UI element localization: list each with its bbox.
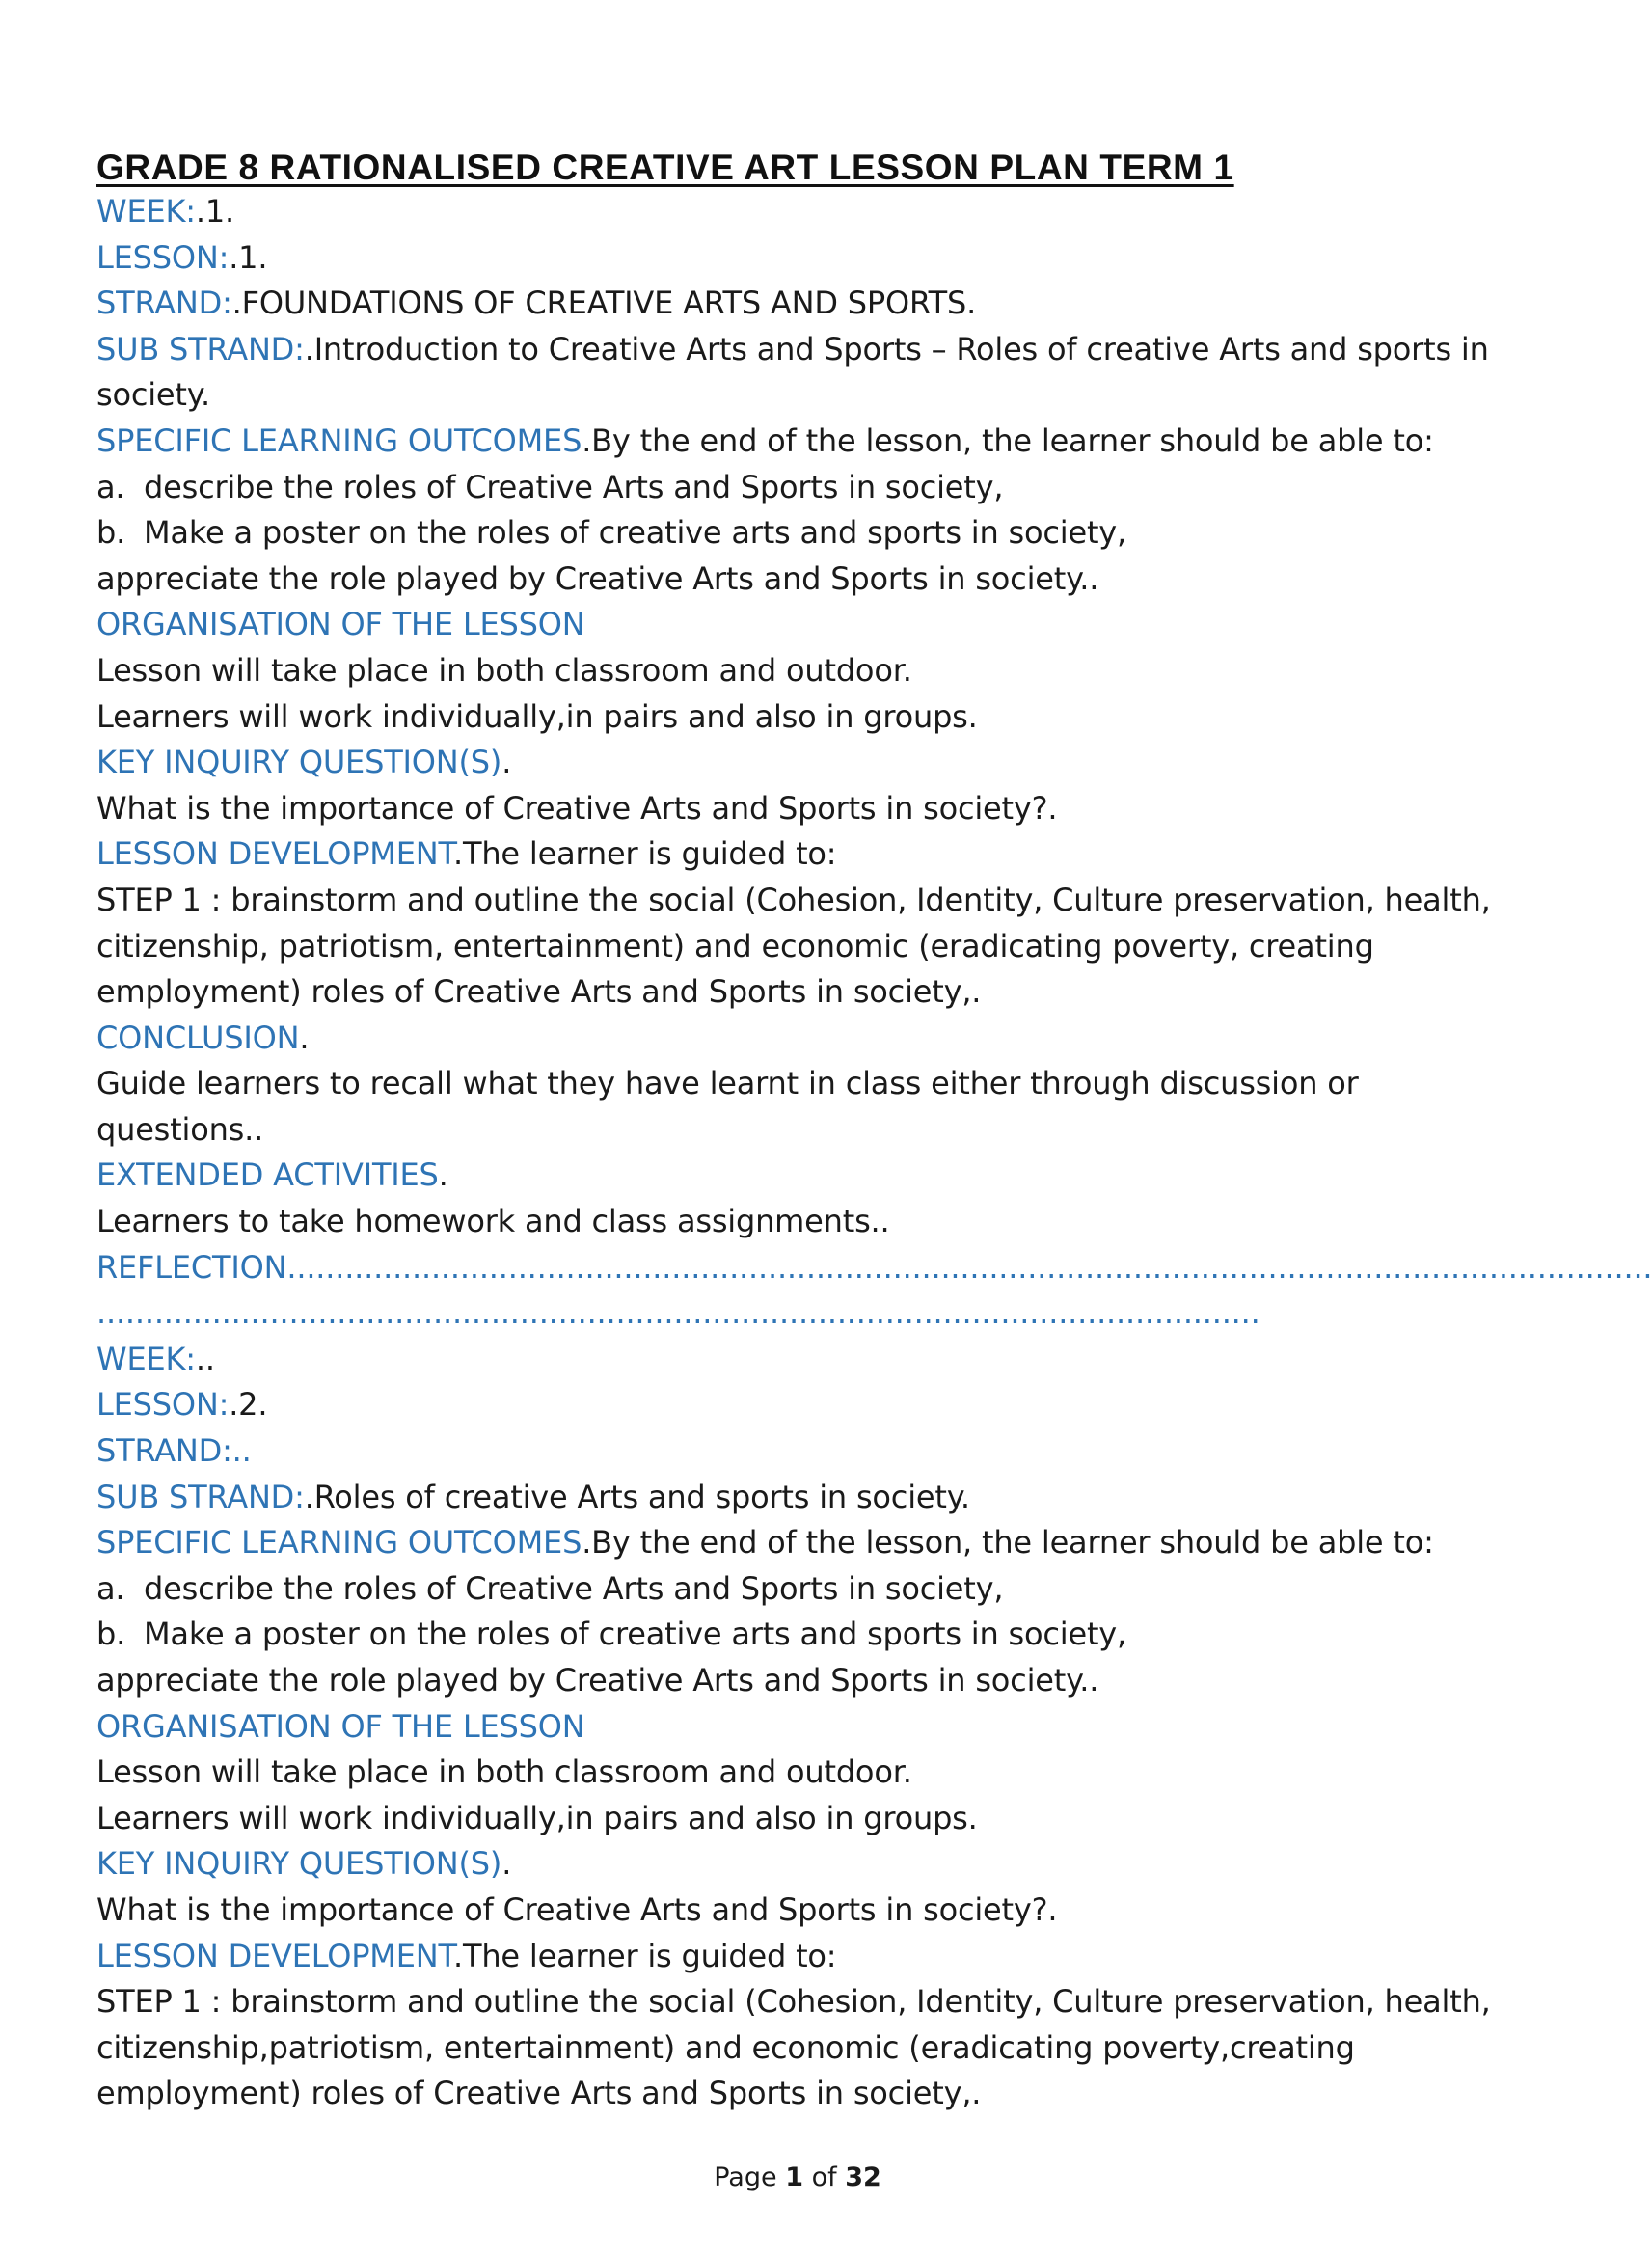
lesson-value: .1. (229, 238, 268, 276)
week-label: WEEK: (96, 193, 196, 230)
kiq-dot: . (501, 744, 512, 781)
development-label: LESSON DEVELOPMENT (96, 1937, 454, 1974)
slo-label: SPECIFIC LEARNING OUTCOMES (96, 1524, 582, 1562)
lesson-line (96, 1382, 1504, 1428)
organisation-text: Lesson will take place in both classroom and outdoor. (96, 651, 912, 689)
list-marker: a. (96, 1569, 125, 1607)
list-item (96, 465, 1504, 511)
sub-strand-label: SUB STRAND: (96, 330, 305, 367)
reflection-dots: .............................................................................................................................................. (286, 1248, 1652, 1286)
conclusion-text: Guide learners to recall what they have learnt in class either through discussion or (96, 1065, 1359, 1102)
page-number-total: 32 (845, 2162, 881, 2192)
step-text: citizenship,patriotism, entertainment) and economic (eradicating poverty,creating (96, 2028, 1355, 2066)
reflection-label: REFLECTION (96, 1248, 287, 1286)
document-body (96, 143, 1652, 2117)
extended-line (96, 1153, 1504, 1199)
organisation-label: ORGANISATION OF THE LESSON (96, 606, 585, 643)
extended-label: EXTENDED ACTIVITIES (96, 1156, 439, 1194)
page-number-current: 1 (785, 2162, 803, 2192)
conclusion-dot: . (299, 1019, 310, 1056)
list-marker: b. (96, 1616, 126, 1653)
lesson-block-2 (96, 1337, 1504, 2117)
step-text: STEP 1 : brainstorm and outline the social (Cohesion, Identity, Culture preservation, health, (96, 1983, 1491, 2021)
list-item (96, 1566, 1504, 1613)
reflection-line (96, 1245, 1652, 1291)
sub-strand-value: .Roles of creative Arts and sports in society. (304, 1478, 970, 1515)
lesson-block-1 (96, 189, 1652, 1337)
lesson-label: LESSON: (96, 1386, 230, 1424)
conclusion-label: CONCLUSION (96, 1019, 300, 1056)
week-value: .1. (195, 193, 234, 230)
development-line (96, 1934, 1504, 1980)
lesson-label: LESSON: (96, 238, 230, 276)
slo-line (96, 419, 1504, 465)
page-number-middle: of (802, 2162, 846, 2192)
sub-strand-line (96, 1475, 1504, 1521)
kiq-line (96, 740, 1504, 786)
strand-value: .. (231, 1432, 252, 1470)
development-label: LESSON DEVELOPMENT (96, 835, 454, 873)
step-text: STEP 1 : brainstorm and outline the social (Cohesion, Identity, Culture preservation, health, (96, 881, 1491, 918)
strand-label: STRAND: (96, 285, 232, 322)
sub-strand-continued: society. (96, 376, 210, 414)
sub-strand-label: SUB STRAND: (96, 1478, 305, 1515)
slo-extra: appreciate the role played by Creative Arts and Sports in society.. (96, 559, 1099, 597)
step-text: employment) roles of Creative Arts and Sports in society,. (96, 2075, 982, 2112)
conclusion-text: questions.. (96, 1110, 264, 1148)
list-marker: b. (96, 514, 126, 552)
strand-line (96, 1428, 1504, 1475)
kiq-line (96, 1841, 1504, 1888)
slo-line (96, 1520, 1504, 1566)
development-line (96, 831, 1504, 878)
slo-extra: appreciate the role played by Creative Arts and Sports in society.. (96, 1662, 1099, 1699)
list-item-text: Make a poster on the roles of creative arts and sports in society, (144, 1616, 1127, 1653)
kiq-text: What is the importance of Creative Arts and Sports in society?. (96, 789, 1058, 827)
slo-value: .By the end of the lesson, the learner should be able to: (582, 1524, 1434, 1562)
development-value: .The learner is guided to: (453, 835, 837, 873)
list-item-text: describe the roles of Creative Arts and Sports in society, (144, 1569, 1004, 1607)
lesson-value: .2. (229, 1386, 268, 1424)
development-value: .The learner is guided to: (453, 1937, 837, 1974)
week-label: WEEK: (96, 1340, 196, 1377)
kiq-text: What is the importance of Creative Arts and Sports in society?. (96, 1890, 1058, 1928)
strand-label: STRAND: (96, 1432, 232, 1470)
extended-text: Learners to take homework and class assignments.. (96, 1203, 890, 1240)
page-number-prefix: Page (714, 2162, 786, 2192)
list-item-text: Make a poster on the roles of creative arts and sports in society, (144, 514, 1127, 552)
lesson-line (96, 235, 1504, 282)
sub-strand-value: .Introduction to Creative Arts and Sports – Roles of creative Arts and sports in (304, 330, 1489, 367)
conclusion-line (96, 1016, 1504, 1062)
step-text: employment) roles of Creative Arts and Sports in society,. (96, 973, 982, 1011)
kiq-label: KEY INQUIRY QUESTION(S) (96, 744, 502, 781)
organisation-text: Learners will work individually,in pairs and also in groups. (96, 1799, 978, 1836)
strand-value: .FOUNDATIONS OF CREATIVE ARTS AND SPORTS. (231, 285, 977, 322)
document-title: GRADE 8 RATIONALISED CREATIVE ART LESSON PLAN TERM 1 (96, 148, 1234, 187)
week-line (96, 1337, 1504, 1383)
list-item (96, 510, 1504, 557)
step-text: citizenship, patriotism, entertainment) and economic (eradicating poverty, creating (96, 927, 1374, 965)
organisation-text: Lesson will take place in both classroom and outdoor. (96, 1753, 912, 1791)
strand-line (96, 281, 1504, 327)
page-footer (0, 2162, 1595, 2192)
extended-dot: . (438, 1156, 448, 1194)
kiq-label: KEY INQUIRY QUESTION(S) (96, 1845, 502, 1883)
slo-label: SPECIFIC LEARNING OUTCOMES (96, 421, 582, 459)
kiq-dot: . (501, 1845, 512, 1883)
week-line (96, 189, 1504, 235)
slo-value: .By the end of the lesson, the learner should be able to: (582, 421, 1434, 459)
organisation-text: Learners will work individually,in pairs and also in groups. (96, 697, 978, 735)
list-item-text: describe the roles of Creative Arts and Sports in society, (144, 468, 1004, 505)
reflection-dots-continued: ......................................................................................................................... (96, 1294, 1260, 1332)
list-marker: a. (96, 468, 125, 505)
sub-strand-line (96, 327, 1504, 373)
week-value: .. (195, 1340, 215, 1377)
list-item (96, 1612, 1504, 1658)
organisation-label: ORGANISATION OF THE LESSON (96, 1707, 585, 1745)
